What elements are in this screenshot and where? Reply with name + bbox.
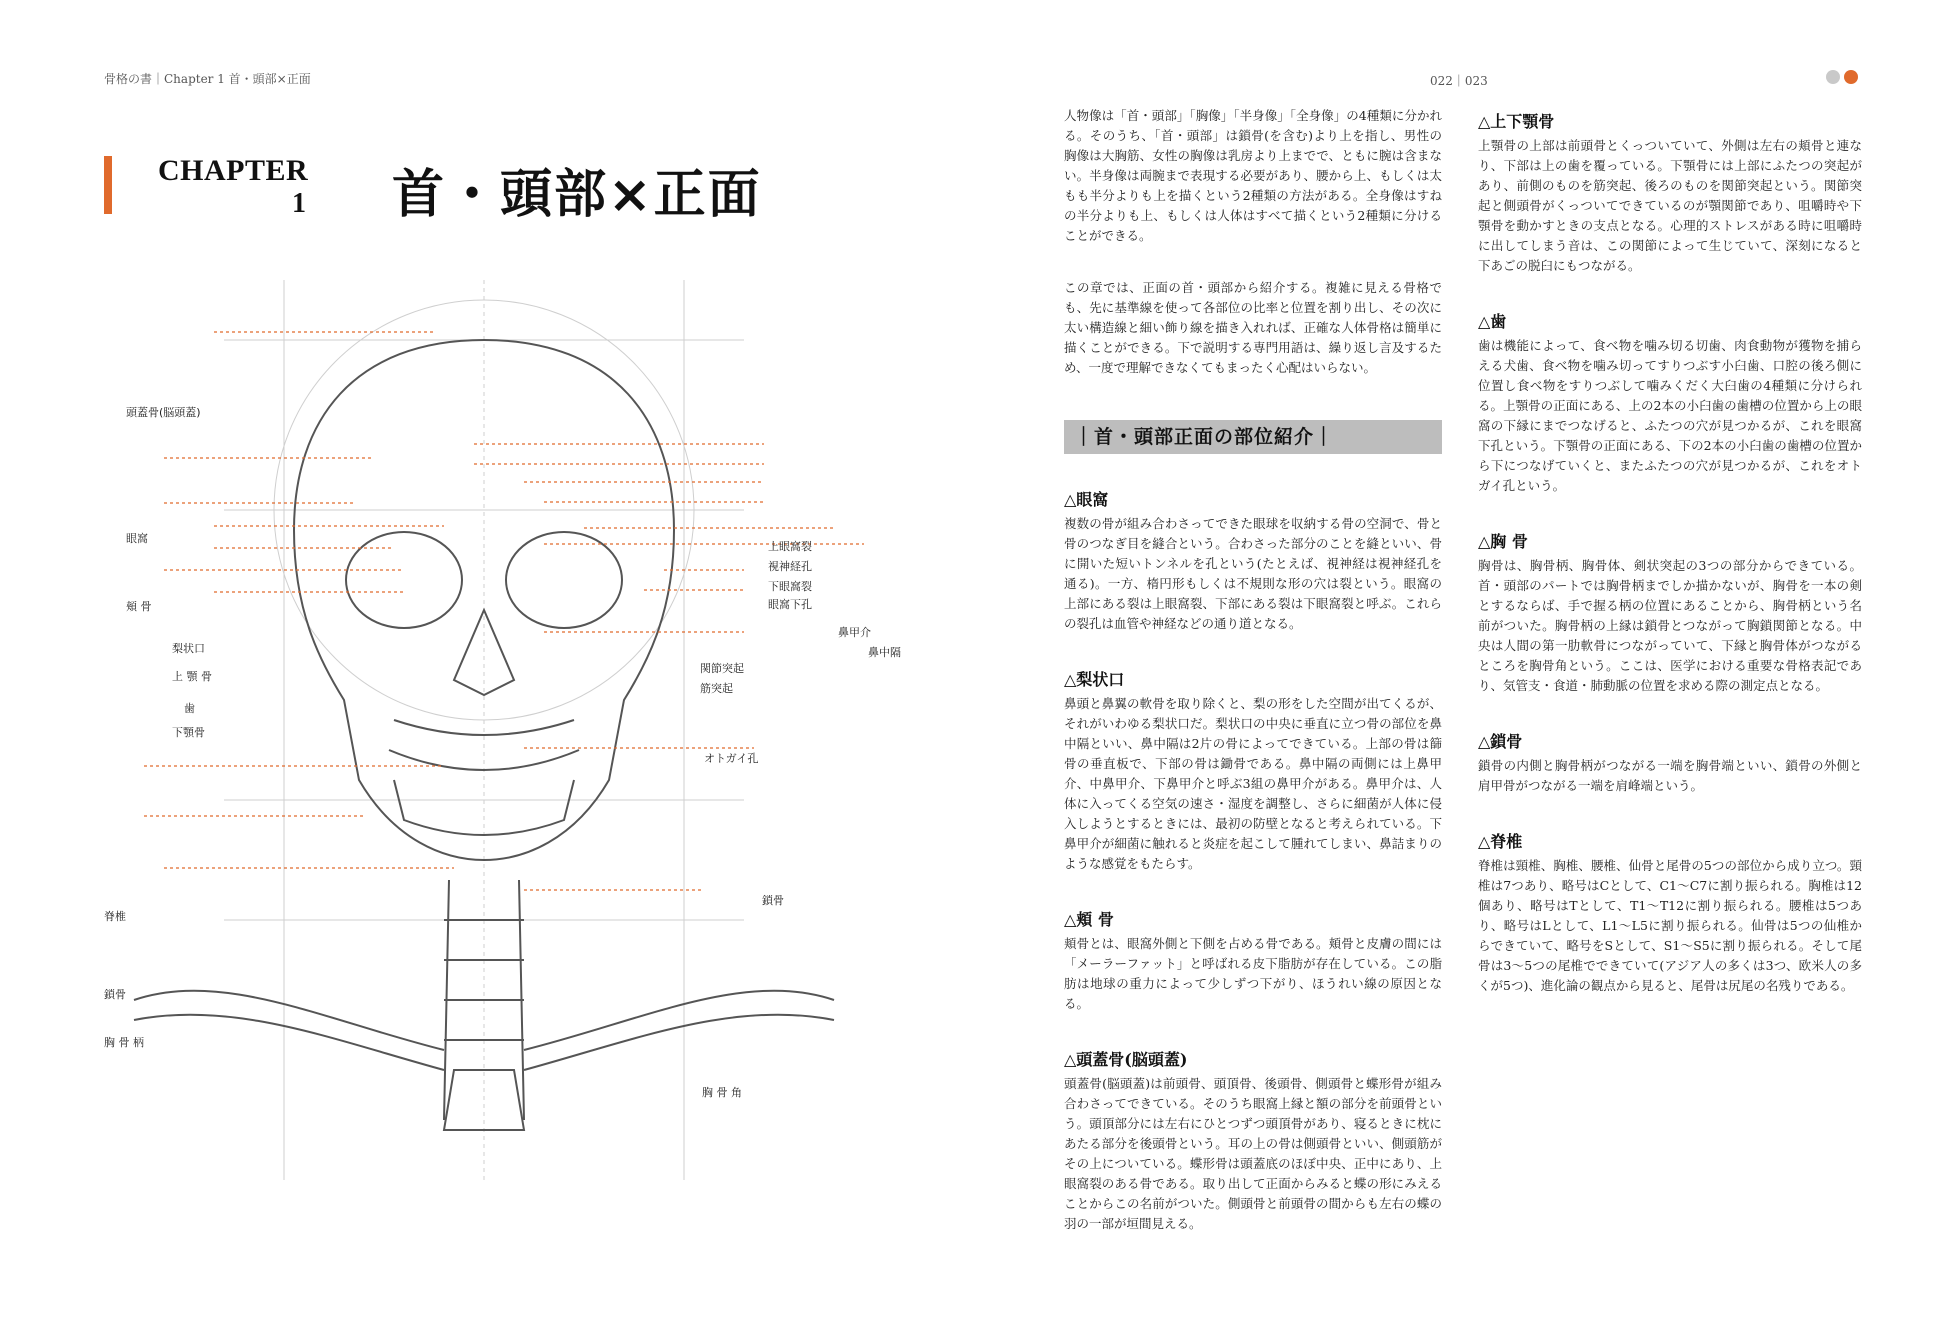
term-body: 歯は機能によって、食べ物を噛み切る切歯、肉食動物が獲物を捕らえる犬歯、食べ物を噛み切ってすりつぶす小臼歯、口腔の後ろ側に位置し食べ物をすりつぶして噛みくだく大臼歯の4種類に分けられる。上顎骨の正面にある、上の2本の小臼歯の歯槽の位置から上の眼窩の下縁にまでつなげると、ふたつの穴が見つかるが、これを眼窩下孔という。下顎骨の正面にある、下の2本の小臼歯の歯槽の位置から下につなげていくと、またふたつの穴が見つかるが、これをオトガイ孔という。 (1478, 338, 1862, 493)
term-body: 胸骨は、胸骨柄、胸骨体、剣状突起の3つの部分からできている。首・頭部のパートでは胸骨柄までしか描かないが、胸骨を一本の剣とするならば、手で握る柄の位置にあることから、胸骨柄という名前がついた。胸骨柄の上縁は鎖骨とつながって胸鎖関節となる。中央は人間の第一肋軟骨につながっていて、下縁と胸骨体がつながるところを胸骨角という。ここは、医学における重要な骨格表記であり、気管支・食道・肺動脈の位置を求める際の測定点となる。 (1478, 558, 1862, 693)
label-superior-orbital-fissure: 上眼窩裂 (768, 540, 812, 553)
term-clavicle (1478, 732, 1862, 796)
label-maxilla: 上 顎 骨 (172, 670, 212, 683)
label-clavicle-left: 鎖骨 (104, 988, 126, 1001)
page-dots (1826, 70, 1858, 84)
middle-column (1064, 106, 1442, 1270)
term-sternum (1478, 532, 1862, 696)
term-jaw (1478, 112, 1862, 276)
term-body: 鼻頭と鼻翼の軟骨を取り除くと、梨の形をした空間が出てくるが、それがいわゆる梨状口だ。梨状口の中央に垂直に立つ骨の部位を鼻中隔といい、鼻中隔は2片の骨によってできている。上部の骨は篩骨の垂直板で、下部の骨は鋤骨である。鼻中隔の両側には上鼻甲介、中鼻甲介、下鼻甲介と呼ぶ3組の鼻甲介がある。鼻甲介は、人体に入ってくる空気の速さ・湿度を調整し、さらに細菌が人体に侵入しようとするときには、最初の防壁となると考えられている。下鼻甲介が細菌に触れると炎症を起こして腫れてしまい、鼻詰まりのような感覚をもたらす。 (1064, 696, 1442, 871)
label-teeth: 歯 (184, 702, 195, 715)
label-condylar-process: 関節突起 (700, 662, 744, 675)
page-title: 首・頭部×正面 (392, 165, 762, 225)
label-manubrium: 胸 骨 柄 (104, 1036, 144, 1049)
term-body: 頬骨とは、眼窩外側と下側を占める骨である。頬骨と皮膚の間には「メーラーファット」と呼ばれる皮下脂肪が存在している。この脂肪は地球の重力によって少しずつ下がり、ほうれい線の原因となる。 (1064, 936, 1442, 1011)
section-heading: ｜首・頭部正面の部位紹介｜ (1064, 420, 1442, 454)
label-nasal-concha: 鼻甲介 (838, 626, 871, 639)
chapter-number: 1 (292, 188, 306, 219)
term-orbit (1064, 490, 1442, 634)
term-teeth (1478, 312, 1862, 496)
term-title: △頬 骨 (1064, 910, 1114, 929)
right-column (1478, 112, 1862, 1032)
term-body: 鎖骨の内側と胸骨柄がつながる一端を胸骨端といい、鎖骨の外側と肩甲骨がつながる一端を肩峰端という。 (1478, 758, 1862, 793)
term-title: △頭蓋骨(脳頭蓋) (1064, 1050, 1188, 1069)
gray-dot-icon (1826, 70, 1840, 84)
label-nasal-septum: 鼻中隔 (868, 646, 901, 659)
page-numbers: 022｜023 (1430, 74, 1488, 88)
running-head: 骨格の書｜Chapter 1 首・頭部×正面 (104, 72, 311, 86)
term-cranium (1064, 1050, 1442, 1234)
label-orbit: 眼窩 (126, 532, 148, 545)
label-sternal-angle: 胸 骨 角 (702, 1086, 742, 1099)
term-body: 頭蓋骨(脳頭蓋)は前頭骨、頭頂骨、後頭骨、側頭骨と蝶形骨が組み合わさってできている。そのうち眼窩上縁と額の部分を前頭骨という。頭頂部分には左右にひとつずつ頭頂骨があり、寝るときに枕にあたる部分を後頭骨という。耳の上の骨は側頭骨といい、側頭筋がその上についている。蝶形骨は頭蓋底のほぼ中央、正中にあり、上眼窩裂のある骨である。取り出して正面からみると蝶の形にみえることからこの名前がついた。側頭骨と前頭骨の間からも左右の蝶の羽の一部が垣間見える。 (1064, 1076, 1442, 1231)
label-mandible: 下顎骨 (172, 726, 205, 739)
intro-paragraph: この章では、正面の首・頭部から紹介する。複雑に見える骨格でも、先に基準線を使って各部位の比率と位置を割り出し、その次に太い構造線と細い飾り線を描き入れれば、正確な人体骨格は簡単に描くことができる。下で説明する専門用語は、繰り返し言及するため、一度で理解できなくてもまったく心配はいらない。 (1064, 280, 1442, 375)
skull-neck-illustration (104, 280, 934, 1220)
term-body: 上顎骨の上部は前頭骨とくっついていて、外側は左右の頬骨と連なり、下部は上の歯を覆っている。下顎骨には上部にふたつの突起があり、前側のものを筋突起、後ろのものを関節突起という。関節突起と側頭骨がくっついてできているのが顎関節であり、咀嚼時や下顎骨を動かすときの支点となる。心理的ストレスがある時に咀嚼時に出してしまう音は、この関節によって生じていて、深刻になると下あごの脱臼にもつながる。 (1478, 138, 1862, 273)
term-spine (1478, 832, 1862, 996)
term-zygomatic (1064, 910, 1442, 1014)
term-title: △梨状口 (1064, 670, 1125, 689)
orange-dot-icon (1844, 70, 1858, 84)
intro-paragraph: 人物像は「首・頭部」「胸像」「半身像」「全身像」の4種類に分かれる。そのうち、「首・頭部」は鎖骨(を含む)より上を指し、男性の胸像は大胸筋、女性の胸像は乳房より上までで、ともに腕は含まない。半身像は両腕まで表現する必要があり、腰から上、もしくは太もも半分よりも上を描くという2種類の方法がある。全身像はすねの半分よりも上、もしくは人体はすべて描くという2種類に分けることができる。 (1064, 108, 1442, 243)
label-optic-canal: 視神経孔 (768, 560, 812, 573)
label-infraorbital-foramen: 眼窩下孔 (768, 598, 812, 611)
term-title: △上下顎骨 (1478, 112, 1555, 131)
term-body: 複数の骨が組み合わさってできた眼球を収納する骨の空洞で、骨と骨のつなぎ目を縫合という。合わさった部分のことを縫といい、骨に開いた短いトンネルを孔という(たとえば、視神経は視神経孔を通る)。一方、楕円形もしくは不規則な形の穴は裂という。眼窩の上部にある裂は上眼窩裂、下部にある裂は下眼窩裂と呼ぶ。これらの裂孔は血管や神経などの通り道となる。 (1064, 516, 1442, 631)
term-title: △眼窩 (1064, 490, 1109, 509)
label-coronoid-process: 筋突起 (700, 682, 733, 695)
label-cranium: 頭蓋骨(脳頭蓋) (126, 406, 201, 419)
label-mental-foramen: オトガイ孔 (704, 752, 759, 765)
term-body: 脊椎は頸椎、胸椎、腰椎、仙骨と尾骨の5つの部位から成り立つ。頸椎は7つあり、略号はCとして、C1〜C7に割り振られる。胸椎は12個あり、略号はTとして、T1〜T12に割り振られる。腰椎は5つあり、略号はLとして、L1〜L5に割り振られる。仙骨は5つの仙椎からできていて、略号をSとして、S1〜S5に割り振られる。そして尾骨は3〜5つの尾椎でできていて(アジア人の多くは3つ、欧米人の多くが5つ)、進化論の観点から見ると、尾骨は尻尾の名残りである。 (1478, 858, 1862, 993)
chapter-label: CHAPTER (158, 154, 309, 187)
label-spine: 脊椎 (104, 910, 126, 923)
label-piriform: 梨状口 (172, 642, 205, 655)
term-title: △脊椎 (1478, 832, 1523, 851)
term-title: △胸 骨 (1478, 532, 1528, 551)
term-title: △鎖骨 (1478, 732, 1523, 751)
skeleton-drawing (104, 280, 934, 1220)
label-clavicle-right: 鎖骨 (762, 894, 784, 907)
term-piriform (1064, 670, 1442, 874)
term-title: △歯 (1478, 312, 1507, 331)
label-inferior-orbital-fissure: 下眼窩裂 (768, 580, 812, 593)
chapter-accent-bar (104, 156, 112, 214)
label-zygomatic: 頬 骨 (126, 600, 152, 613)
